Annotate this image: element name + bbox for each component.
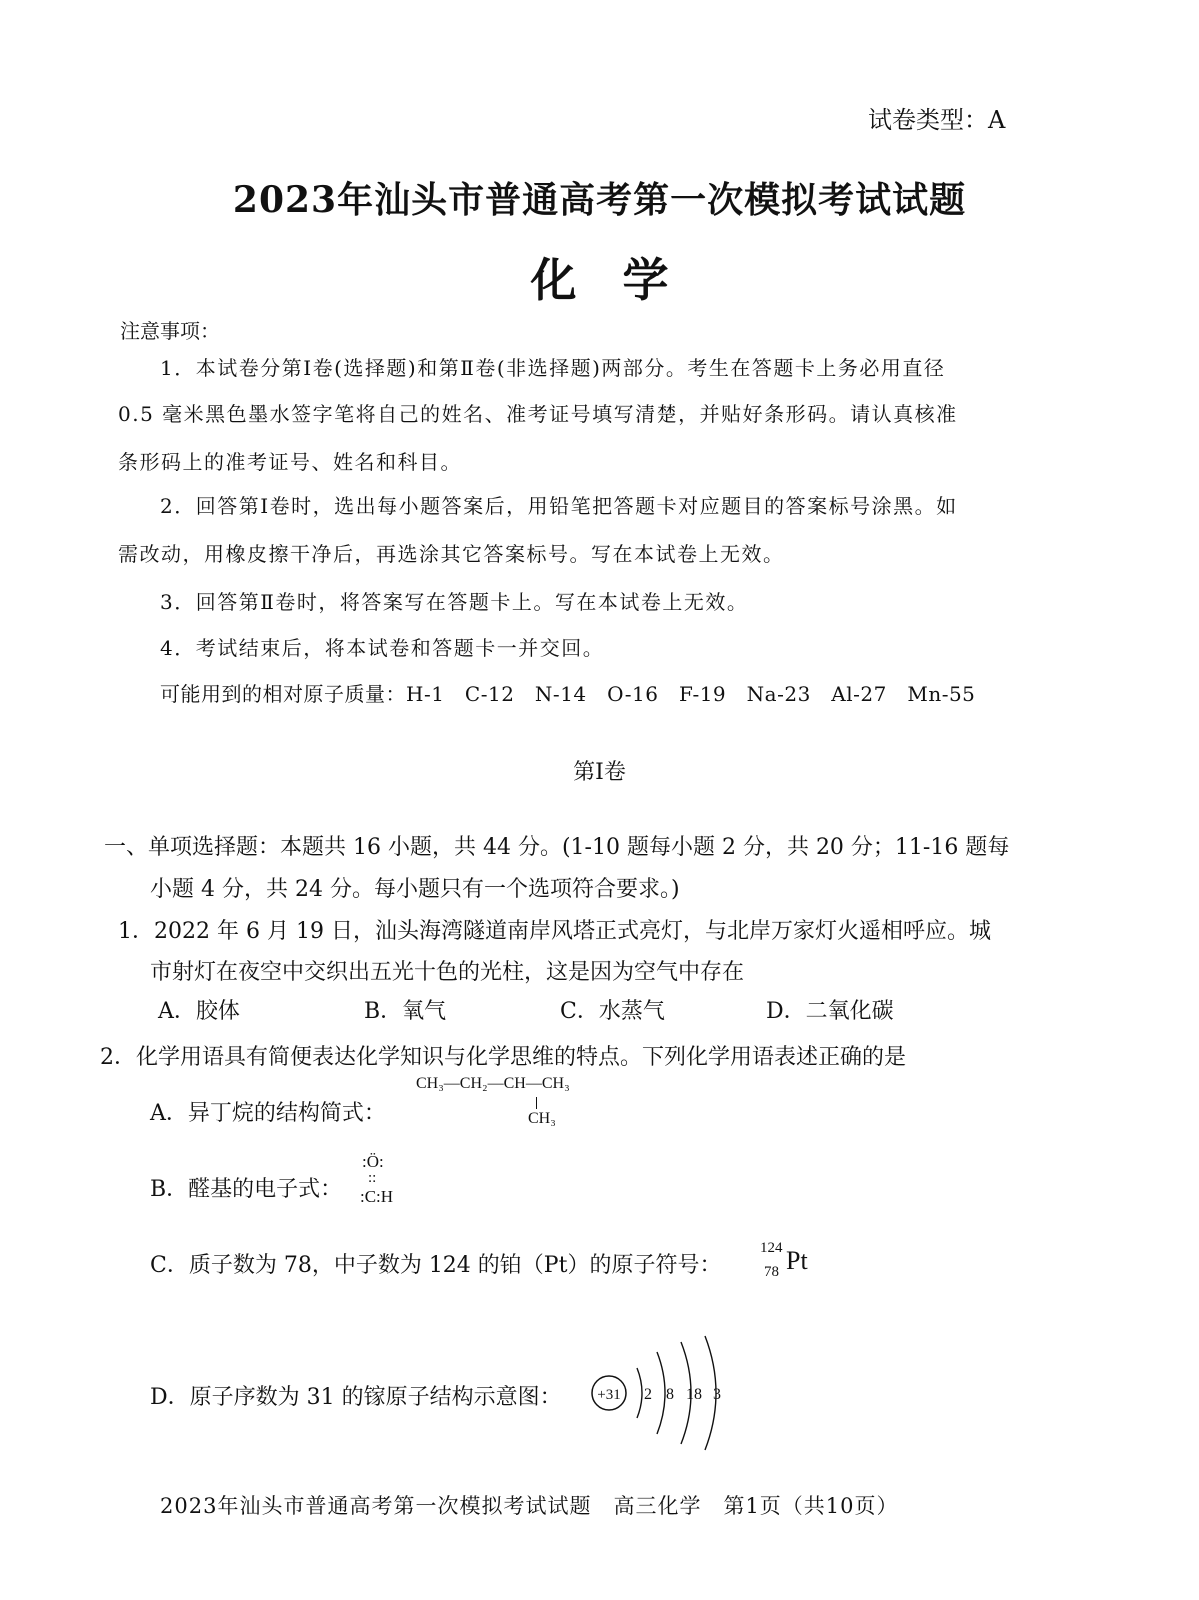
notice-item-1-line-3: 条形码上的准考证号、姓名和科目。 [118,450,462,474]
question-1-option-d: D．二氧化碳 [766,999,894,1024]
isobutane-formula-branch: CH₃ [528,1110,556,1127]
nucleus-charge: +31 [597,1387,621,1403]
gallium-atom-diagram [585,1330,735,1480]
question-1-line-2: 市射灯在夜空中交织出五光十色的光柱，这是因为空气中存在 [150,960,745,985]
question-2-option-b: B．醛基的电子式： [150,1177,343,1202]
notice-item-4: 4．考试结束后，将本试卷和答题卡一并交回。 [160,636,605,660]
shell-3-electrons: 18 [686,1386,702,1403]
shell-4-electrons: 3 [713,1386,721,1403]
platinum-atomic-number: 78 [764,1264,779,1280]
notice-item-1-line-1: 1．本试卷分第Ⅰ卷(选择题)和第Ⅱ卷(非选择题)两部分。考生在答题卡上务必用直径 [160,356,946,380]
notice-heading: 注意事项： [120,319,220,343]
atomic-masses: 可能用到的相对原子质量：H-1 C-12 N-14 O-16 F-19 Na-23 Al-27 Mn-55 [160,682,976,706]
part-1-instructions-line-2: 小题 4 分，共 24 分。每小题只有一个选项符合要求。) [150,877,680,902]
notice-item-1-line-2: 0.5 毫米黑色墨水签字笔将自己的姓名、准考证号填写清楚，并贴好条形码。请认真核准 [118,402,958,426]
section-title: 第Ⅰ卷 [573,760,626,785]
question-2-option-a: A．异丁烷的结构简式： [150,1101,386,1126]
question-2-option-d: D．原子序数为 31 的镓原子结构示意图： [150,1385,562,1410]
subject-title: 化 学 [530,253,669,307]
page-footer: 2023年汕头市普通高考第一次模拟考试试题 高三化学 第1页（共10页） [160,1494,899,1518]
aldehyde-electron-top: :Ö: [362,1152,384,1171]
notice-item-2-line-1: 2．回答第Ⅰ卷时，选出每小题答案后，用铅笔把答题卡对应题目的答案标号涂黑。如 [160,494,958,518]
exam-title: 2023年汕头市普通高考第一次模拟考试试题 [232,179,967,221]
question-2-stem: 2．化学用语具有简便表达化学知识与化学思维的特点。下列化学用语表述正确的是 [100,1045,906,1070]
question-2-option-c: C．质子数为 78，中子数为 124 的铂（Pt）的原子符号： [150,1253,722,1278]
notice-item-2-line-2: 需改动，用橡皮擦干净后，再选涂其它答案标号。写在本试卷上无效。 [118,542,785,566]
question-1-line-1: 1．2022 年 6 月 19 日，汕头海湾隧道南岸风塔正式亮灯，与北岸万家灯火遥相呼应。城 [118,919,991,944]
paper-type: 试卷类型：A [868,106,1006,134]
isobutane-formula-main: CH₃—CH₂—CH—CH₃ [416,1075,570,1092]
platinum-symbol: Pt [786,1246,808,1275]
question-1-option-a: A．胶体 [158,999,240,1024]
question-1-option-c: C．水蒸气 [560,999,665,1024]
aldehyde-electron-middle: :: [368,1170,377,1186]
aldehyde-electron-bottom: :C:H [360,1187,394,1206]
shell-2-electrons: 8 [666,1386,674,1403]
isobutane-branch-bond [536,1097,537,1109]
shell-1-electrons: 2 [644,1386,652,1403]
electron-shell-2-arc [657,1352,665,1434]
question-1-option-b: B．氧气 [364,999,447,1024]
platinum-mass-number: 124 [760,1240,783,1256]
notice-item-3: 3．回答第Ⅱ卷时，将答案写在答题卡上。写在本试卷上无效。 [160,590,749,614]
electron-shell-1-arc [637,1368,642,1418]
part-1-instructions-line-1: 一、单项选择题：本题共 16 小题，共 44 分。(1-10 题每小题 2 分，共 20 分；11-16 题每 [104,835,1010,860]
